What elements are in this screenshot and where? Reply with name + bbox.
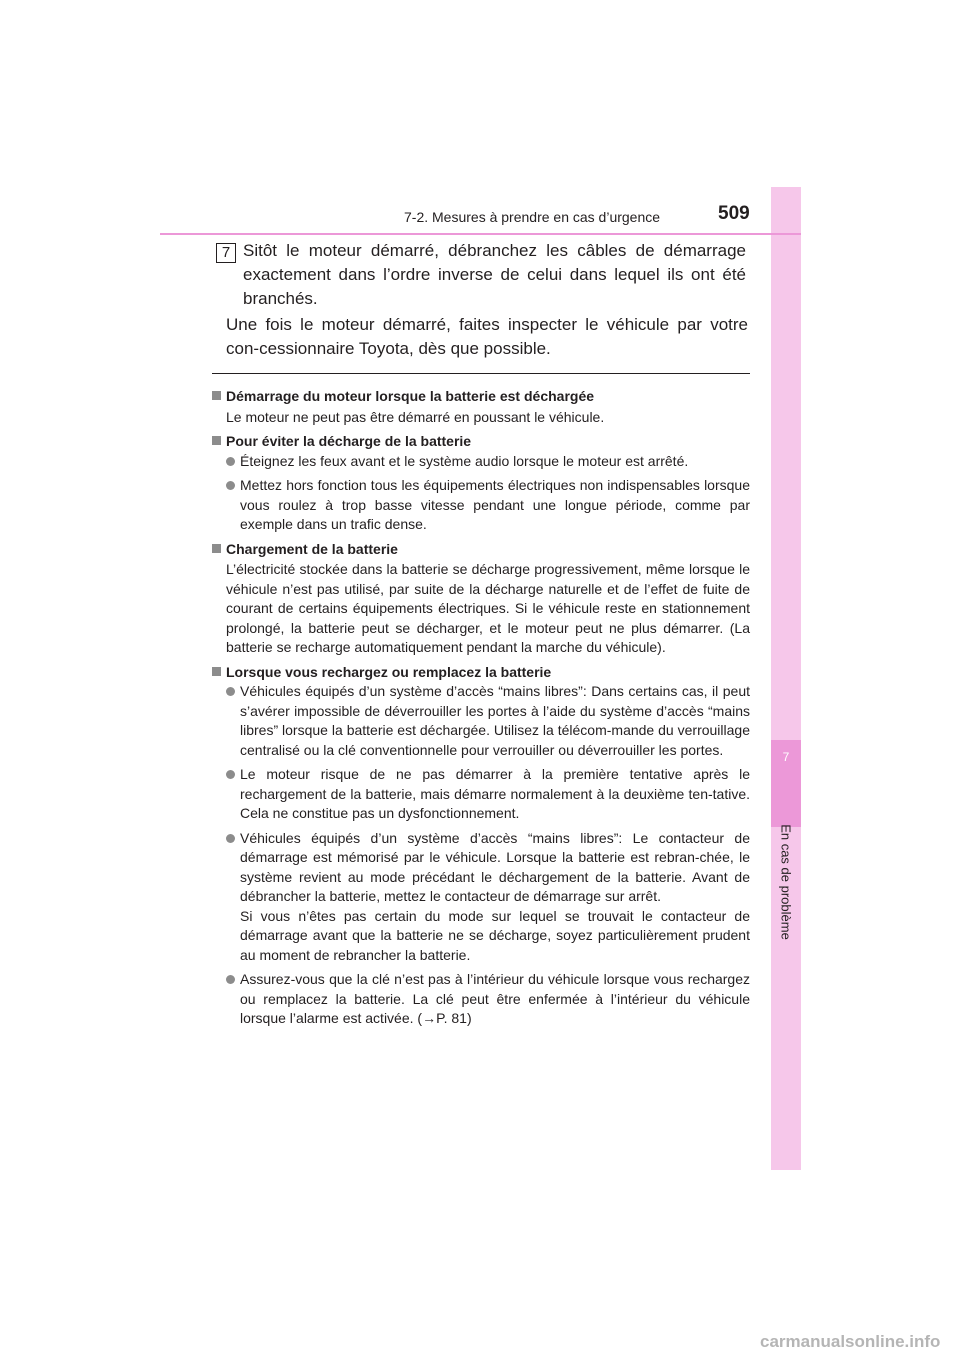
note-heading: Démarrage du moteur lorsque la batterie est déchargée: [212, 387, 750, 407]
square-bullet-icon: [212, 667, 221, 676]
chapter-title: En cas de problème: [778, 824, 794, 940]
square-bullet-icon: [212, 544, 221, 553]
circle-bullet-icon: [226, 457, 235, 466]
list-item: Véhicules équipés d’un système d’accès “mains libres”: Le contacteur de démarrage est mémorisé par le véhicule. Lorsque la batterie est rebran-chée, le système revient au mode précédant le déchargement de la batterie. Avant de débrancher la batterie, mettez le contacteur de démarrage sur arrêt. Si vous n’êtes pas certain du mode sur lequel se trouvait le contacteur de démarrage avant que la batterie ne se décharge, soyez particulièrement prudent au moment de rebrancher la batterie.: [212, 829, 750, 966]
square-bullet-icon: [212, 436, 221, 445]
circle-bullet-icon: [226, 687, 235, 696]
list-item: Véhicules équipés d’un système d’accès “mains libres”: Dans certains cas, il peut s’avérer impossible de déverrouiller les portes à l’aide du système d’accès “mains libres” lorsque la batterie est déchargée. Utilisez la télécom-mande du verrouillage centralisé ou la clé conventionnelle pour verrouiller ou déverrouiller les portes.: [212, 682, 750, 760]
step-number-box: 7: [216, 243, 236, 263]
note-heading: Chargement de la batterie: [212, 540, 750, 560]
section-title: 7-2. Mesures à prendre en cas d’urgence: [404, 209, 661, 225]
note-heading: Pour éviter la décharge de la batterie: [212, 432, 750, 452]
note-paragraph: Le moteur ne peut pas être démarré en poussant le véhicule.: [226, 408, 605, 425]
chapter-side-tab: [771, 187, 801, 1170]
step-text: Sitôt le moteur démarré, débranchez les câbles de démarrage exactement dans l’ordre inverse de celui dans lequel ils ont été branchés.: [243, 241, 746, 308]
list-item: Éteignez les feux avant et le système audio lorsque le moteur est arrêté.: [212, 452, 750, 472]
header-rule: [160, 233, 801, 235]
list-item: Assurez-vous que la clé n’est pas à l’intérieur du véhicule lorsque vous rechargez ou remplacez la batterie. La clé peut être enfermée à l’intérieur du véhicule lorsque l’alarme est activée. (→P. 81): [212, 970, 750, 1029]
circle-bullet-icon: [226, 834, 235, 843]
chapter-number: 7: [782, 750, 790, 764]
watermark: carmanualsonline.info: [760, 1332, 941, 1351]
square-bullet-icon: [212, 391, 221, 400]
section-divider: [212, 373, 750, 374]
list-item: Mettez hors fonction tous les équipements électriques non indispensables lorsque vous roulez à trop basse vitesse pendant une longue période, comme par exemple dans un trafic dense.: [212, 476, 750, 535]
note-paragraph: L’électricité stockée dans la batterie se décharge progressivement, même lorsque le véhicule n’est pas utilisé, par suite de la décharge naturelle et de l’effet de fuite de courant de certains équipements électriques. Si le véhicule reste en stationnement prolongé, la batterie peut se décharger, et le moteur peut ne plus démarrer. (La batterie se recharge automatiquement pendant la marche du véhicule).: [226, 561, 750, 655]
circle-bullet-icon: [226, 770, 235, 779]
circle-bullet-icon: [226, 481, 235, 490]
page-number: 509: [718, 203, 750, 224]
note-heading: Lorsque vous rechargez ou remplacez la batterie: [212, 663, 750, 683]
intro-paragraph: Une fois le moteur démarré, faites inspecter le véhicule par votre con-cessionnaire Toyota, dès que possible.: [226, 315, 748, 358]
notes-section: [212, 383, 750, 1034]
list-item: Le moteur risque de ne pas démarrer à la première tentative après le rechargement de la batterie, mais démarre normalement à la deuxième ten-tative. Cela ne constitue pas un dysfonctionnement.: [212, 765, 750, 824]
circle-bullet-icon: [226, 975, 235, 984]
